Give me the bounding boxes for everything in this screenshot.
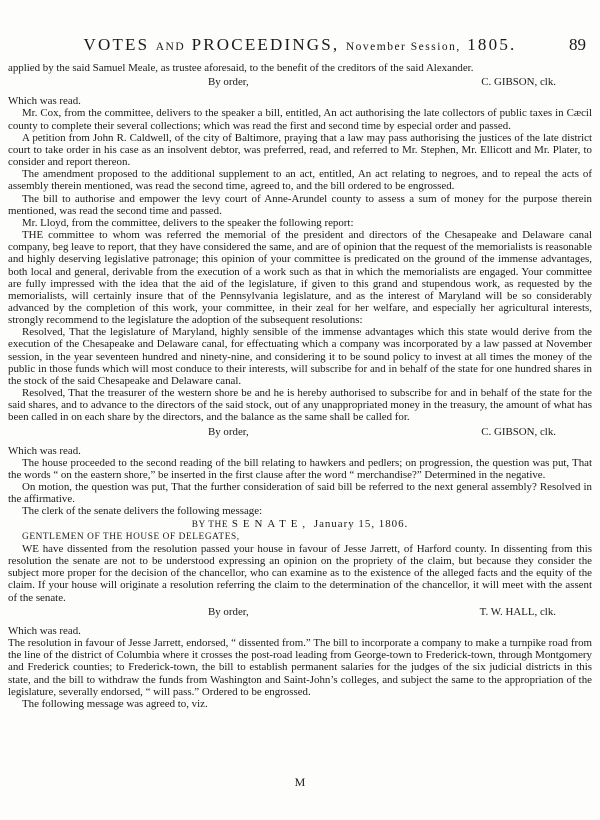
signature-mark: M <box>294 775 306 789</box>
session-label: November Session, <box>345 41 461 53</box>
paragraph: The following message was agreed to, viz. <box>22 697 208 710</box>
paragraph: Which was read. <box>8 624 81 637</box>
paragraph: The amendment proposed to the additional supplement to an act, entitled, An act relating to negroes, and to repeal the acts of assembly therein mentioned, was read the second time, agreed to, and the bill ordered to be engrossed. <box>8 168 592 193</box>
page-number: 89 <box>569 35 586 54</box>
signoff-clerk: C. GIBSON, clk. <box>481 425 556 438</box>
document-body <box>8 62 592 710</box>
paragraph: WE have dissented from the resolution passed your house in favour of Jesse Jarrett, of Harford county. In dissenting from this resolution the senate are not to be understood expressing an opinion on the propriety of the claim, but because they consider the subject more proper for the decision of the chancellor, who can examine as to the existence of the alleged facts and the equity of the claim. If your house will originate a resolution referring the claim to the determination of the chancellor, it will meet with the assent of the senate. <box>8 542 592 604</box>
signoff <box>8 426 592 438</box>
paragraph: Which was read. <box>8 444 81 457</box>
paragraph: Resolved, That the legislature of Maryland, highly sensible of the immense advantages which this state would derive from the execution of the Chesapeake and Delaware canal, for effectuating which a company was incorporated by a law passed at November session, in the year seventeen hundred and ninety-nine, and considering it to be sound policy to invest at all times the money of the public in those funds which will most conduce to their interests, will subscribe for and in behalf of the state for one hundred shares in the stock of the said Chesapeake and Delaware canal. <box>8 326 592 387</box>
senate-word: SENATE, <box>231 517 311 530</box>
signoff-clerk: T. W. HALL, clk. <box>479 605 556 618</box>
running-head <box>0 35 600 59</box>
signoff <box>8 606 592 618</box>
signoff <box>8 76 592 88</box>
title-votes: VOTES <box>83 35 150 54</box>
senate-heading <box>8 518 592 531</box>
salutation: GENTLEMEN OF THE HOUSE OF DELEGATES, <box>22 531 240 542</box>
senate-date: January 15, 1806. <box>313 517 409 530</box>
paragraph: The bill to authorise and empower the levy court of Anne-Arundel county to assess a sum of money for the purpose therein mentioned, was read the second time and passed. <box>8 192 592 217</box>
session-year: 1805. <box>467 35 517 54</box>
paragraph: The clerk of the senate delivers the following message: <box>22 505 263 518</box>
paragraph: applied by the said Samuel Meale, as trustee aforesaid, to the benefit of the creditors of the said Alexander. <box>8 62 474 74</box>
paragraph: Resolved, That the treasurer of the western shore be and he is hereby authorised to subscribe for and in behalf of the state for the said shares, and to advance to the directors of the said stock, out of any unappropriated money in the treasury, the amount of what has been called in on each share by the directors, and the balance as the same shall be called for. <box>8 387 592 424</box>
paragraph: Which was read. <box>8 95 81 108</box>
paragraph: On motion, the question was put, That the further consideration of said bill be referred to the next general assembly? Resolved in the affirmative. <box>8 481 592 506</box>
title-proceedings: PROCEEDINGS, <box>191 35 340 54</box>
paragraph: THE committee to whom was referred the memorial of the president and directors of the Chesapeake and Delaware canal company, beg leave to report, that they have considered the same, and are of opinion that the request of the memorialists is reasonable and highly deserving legislative patronage; this opinion of your committee is predicated on the ground of the immense advantages, both local and general, derivable from the execution of a work such as that in which the memorialists are engaged. Your committee are fully impressed with the idea that the aid of the legislature, if given to this grand and stupendous work, as requested by the memorialists, will certainly insure that of the Pennsylvania legislature, and as the interest of Maryland will be so considerably advanced by the completion of this work, your committee, in their zeal for her welfare, and especially her agricultural interests, strongly recommend to the legislature the adoption of the subsequent resolutions: <box>8 229 592 327</box>
signoff-clerk: C. GIBSON, clk. <box>481 76 556 89</box>
signoff-by-order: By order, <box>208 76 249 89</box>
signoff-by-order: By order, <box>208 425 249 438</box>
senate-by: BY THE <box>191 519 229 530</box>
signoff-by-order: By order, <box>208 605 249 618</box>
paragraph: A petition from John R. Caldwell, of the city of Baltimore, praying that a law may pass authorising the justices of the late district court to take order in his case as an insolvent debtor, was preferred, read, and referred to Mr. Stephen, Mr. Ellicott and Mr. Plater, to consider and report thereon. <box>8 131 592 169</box>
title-and: AND <box>155 41 186 53</box>
paragraph: Mr. Lloyd, from the committee, delivers to the speaker the following report: <box>22 216 354 229</box>
paragraph: Mr. Cox, from the committee, delivers to the speaker a bill, entitled, An act authorising the late collectors of public taxes in Cæcil county to complete their several collections; which was read the first and second time by especial order and passed. <box>8 107 592 132</box>
paragraph: The house proceeded to the second reading of the bill relating to hawkers and pedlers; on progression, the question was put, That the words “ on the eastern shore,” be inserted in the first clause after the word “ merchandise?” Determined in the negative. <box>8 456 592 481</box>
paragraph: The resolution in favour of Jesse Jarrett, endorsed, “ dissented from.” The bill to incorporate a company to make a turnpike road from the line of the district of Columbia where it crosses the post-road leading from George-town to Frederick-town, through Montgomery and Frederick counties; to Frederick-town, the bill to establish permanent salaries for the judges of the six judicial districts in this state, and the bill to withdraw the funds from Washington and Saint-John’s colleges, and subject the same to the appropriation of the legislature, severally endorsed, “ will pass.” Ordered to be engrossed. <box>8 637 592 698</box>
